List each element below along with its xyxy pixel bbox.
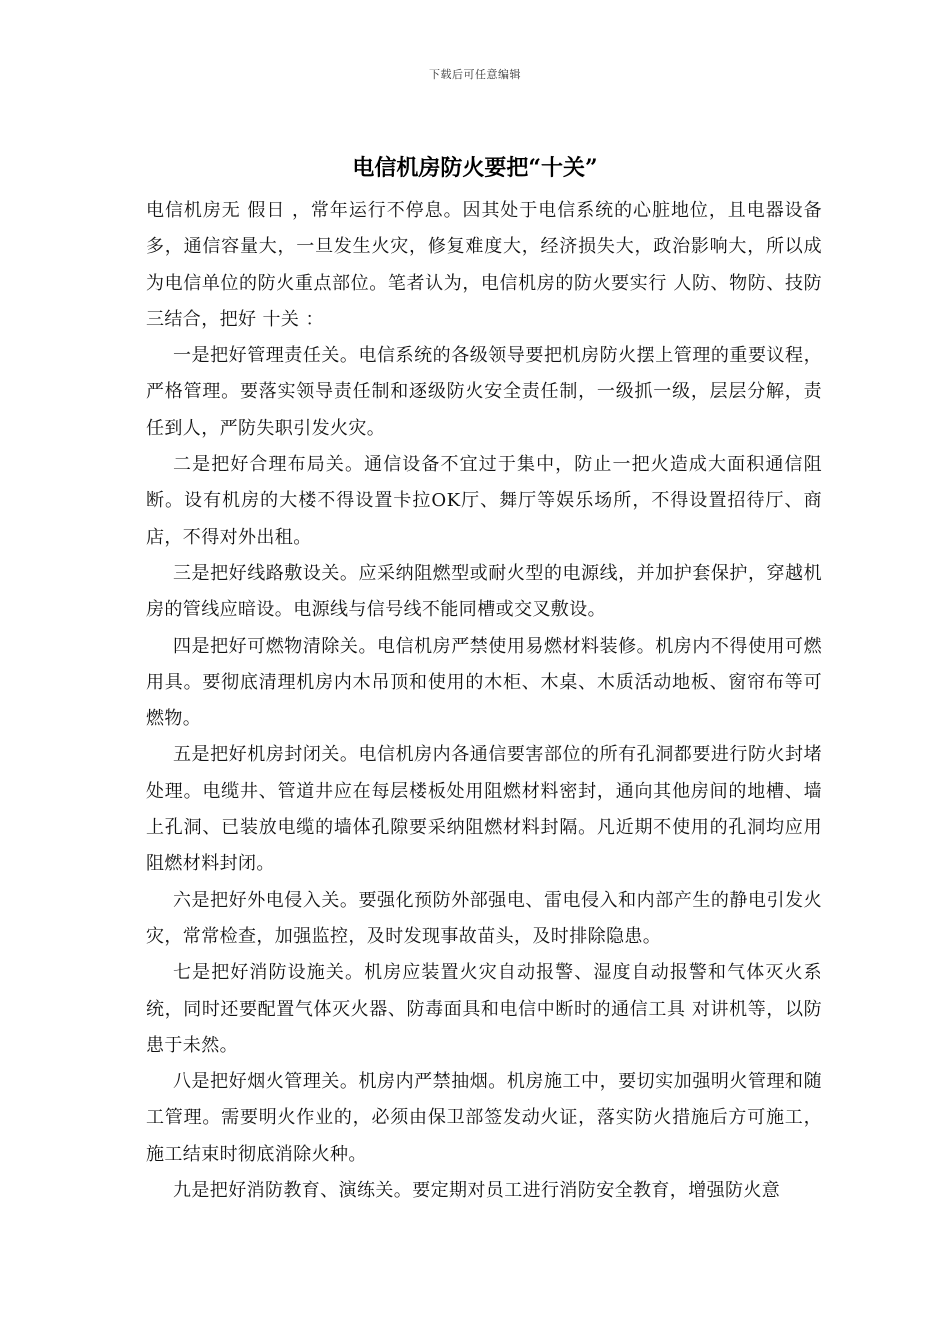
- paragraph-1: 一是把好管理责任关。电信系统的各级领导要把机房防火摆上管理的重要议程，严格管理。要落实领导责任制和逐级防火安全责任制，一级抓一级，层层分解，责任到人，严防失职引发火灾。: [146, 345, 822, 439]
- paragraph-5: 五是把好机房封闭关。电信机房内各通信要害部位的所有孔洞都要进行防火封堵处理。电缆井、管道井应在每层楼板处用阻燃材料密封，通向其他房间的地槽、墙上孔洞、已装放电缆的墙体孔隙要采纳阻燃材料封隔。凡近期不使用的孔洞均应用阻燃材料封闭。: [146, 744, 822, 875]
- paragraph-4: 四是把好可燃物清除关。电信机房严禁使用易燃材料装修。机房内不得使用可燃用具。要彻底清理机房内木吊顶和使用的木柜、木桌、木质活动地板、窗帘布等可燃物。: [146, 635, 822, 730]
- document-title: 电信机房防火要把“十关”: [352, 155, 598, 181]
- header-note: 下载后可任意编辑: [429, 68, 521, 81]
- paragraph-8: 八是把好烟火管理关。机房内严禁抽烟。机房施工中，要切实加强明火管理和随工管理。需要明火作业的，必须由保卫部签发动火证，落实防火措施后方可施工，施工结束时彻底消除火种。: [146, 1071, 822, 1165]
- paragraph-2: 二是把好合理布局关。通信设备不宜过于集中，防止一把火造成大面积通信阻断。设有机房的大楼不得设置卡拉OK厅、舞厅等娱乐场所，不得设置招待厅、商店，不得对外出租。: [146, 454, 822, 548]
- document-body: [146, 193, 822, 1209]
- paragraph-3: 三是把好线路敷设关。应采纳阻燃型或耐火型的电源线，并加护套保护，穿越机房的管线应暗设。电源线与信号线不能同槽或交叉敷设。: [146, 562, 822, 621]
- intro-paragraph: 电信机房无 假日 ，常年运行不停息。因其处于电信系统的心脏地位，且电器设备多，通信容量大，一旦发生火灾，修复难度大，经济损失大，政治影响大，所以成为电信单位的防火重点部位。笔者认为，电信机房的防火要实行 人防、物防、技防 三结合，把好 十关 ：: [146, 200, 822, 330]
- paragraph-9: 九是把好消防教育、演练关。要定期对员工进行消防安全教育，增强防火意: [173, 1180, 781, 1202]
- paragraph-6: 六是把好外电侵入关。要强化预防外部强电、雷电侵入和内部产生的静电引发火灾，常常检查，加强监控，及时发现事故苗头，及时排除隐患。: [146, 889, 822, 947]
- paragraph-7: 七是把好消防设施关。机房应装置火灾自动报警、湿度自动报警和气体灭火系统，同时还要配置气体灭火器、防毒面具和电信中断时的通信工具 对讲机等，以防患于未然。: [146, 962, 822, 1056]
